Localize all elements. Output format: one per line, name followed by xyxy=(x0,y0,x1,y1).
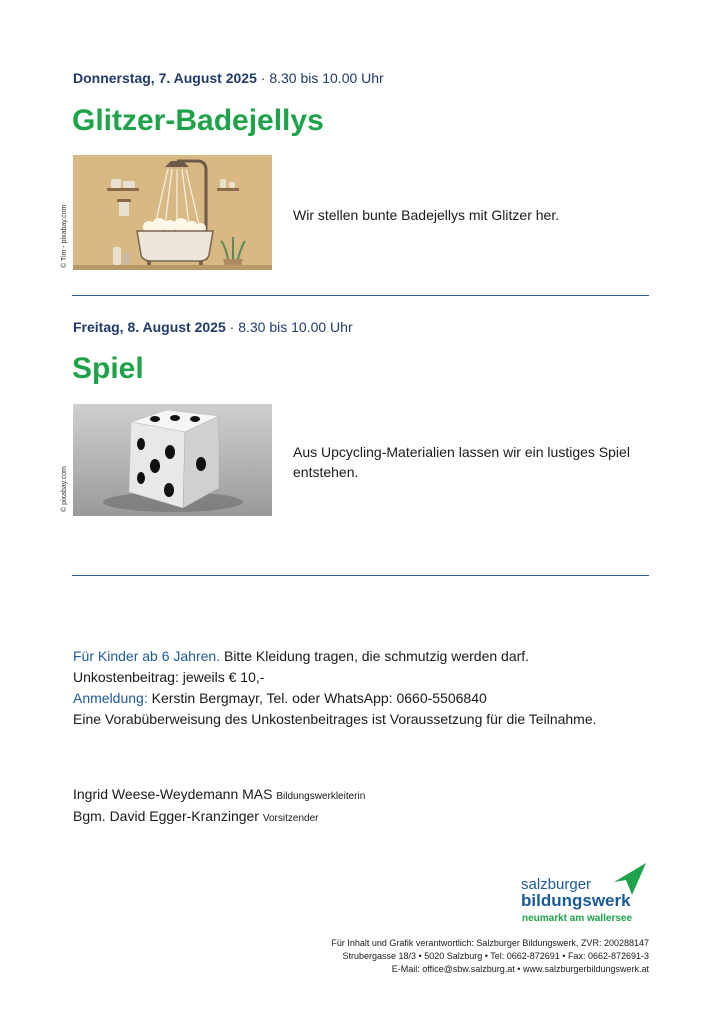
signature-2-name: Bgm. David Egger-Kranzinger xyxy=(73,808,259,824)
footer-line2: Strubergasse 18/3 • 5020 Salzburg • Tel: 0662-872691 • Fax: 0662-872691-3 xyxy=(342,951,649,961)
event1-date-line xyxy=(73,70,384,86)
bathtub-image xyxy=(73,155,272,270)
event2-separator: · xyxy=(225,319,239,335)
divider-2 xyxy=(72,575,649,576)
event2-title: Spiel xyxy=(72,352,144,385)
event1-description: Wir stellen bunte Badejellys mit Glitzer her. xyxy=(293,207,560,223)
info-age-line xyxy=(73,646,597,667)
logo-line2: bildungswerk xyxy=(521,891,631,910)
event1-time: 8.30 bis 10.00 Uhr xyxy=(269,70,384,86)
signature-2-role: Vorsitzender xyxy=(262,813,319,824)
divider-1 xyxy=(72,295,649,296)
info-registration-text: Kerstin Bergmayr, Tel. oder WhatsApp: 0660-5506840 xyxy=(147,690,487,706)
event1-day: Donnerstag, 7. August 2025 xyxy=(73,70,257,86)
bathtub-illustration xyxy=(73,155,272,270)
signature-1-name: Ingrid Weese-Weydemann MAS xyxy=(73,786,273,802)
event2-date-line xyxy=(73,319,353,335)
footer xyxy=(331,937,649,976)
event1-separator: · xyxy=(256,70,270,86)
signature-2 xyxy=(73,808,318,824)
info-prepay: Eine Vorabüberweisung des Unkostenbeitrages ist Voraussetzung für die Teilnahme. xyxy=(73,711,597,727)
dice-image xyxy=(73,404,272,516)
info-age-label: Für Kinder ab 6 Jahren. xyxy=(73,648,221,664)
info-age-text: Bitte Kleidung tragen, die schmutzig werden darf. xyxy=(220,648,530,664)
event2-description: Aus Upcycling-Materialien lassen wir ein lustiges Spiel entstehen. xyxy=(293,444,630,480)
signature-1-role: Bildungswerkleiterin xyxy=(276,791,366,802)
info-cost: Unkostenbeitrag: jeweils € 10,- xyxy=(73,669,265,685)
event2-time: 8.30 bis 10.00 Uhr xyxy=(238,319,353,335)
footer-line1: Für Inhalt und Grafik verantwortlich: Salzburger Bildungswerk, ZVR: 200288147 xyxy=(331,938,649,948)
footer-line3: E-Mail: office@sbw.salzburg.at • www.salzburgerbildungswerk.at xyxy=(391,964,649,974)
info-registration-label: Anmeldung: xyxy=(73,690,148,706)
logo-line1: salzburger xyxy=(521,876,592,893)
info-block xyxy=(73,646,597,730)
event1-title: Glitzer-Badejellys xyxy=(72,104,324,137)
logo-line3: neumarkt am wallersee xyxy=(522,913,633,924)
signature-1 xyxy=(73,786,365,802)
event2-day: Freitag, 8. August 2025 xyxy=(73,319,226,335)
dice-illustration xyxy=(73,404,272,516)
salzburger-bildungswerk-logo xyxy=(520,862,650,926)
event1-photo-credit: © Tim - pixabay.com xyxy=(61,204,68,268)
info-registration-line xyxy=(73,688,597,709)
event2-photo-credit: © pixabay.com xyxy=(61,466,68,512)
